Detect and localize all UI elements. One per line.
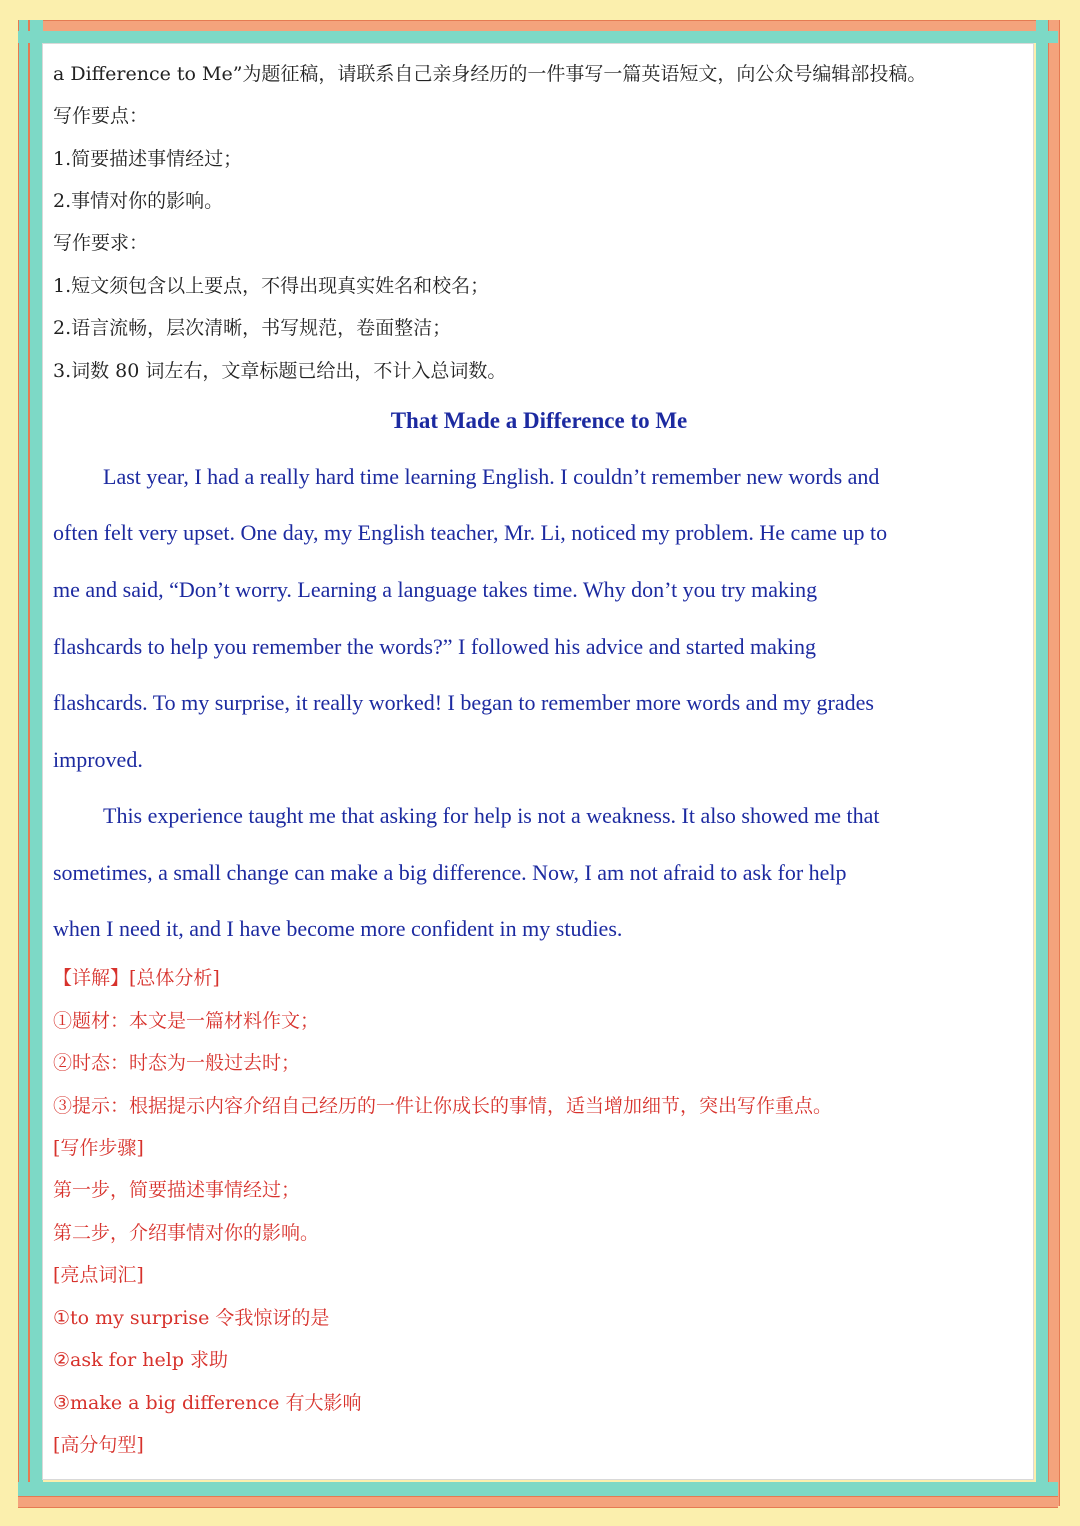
step-item: 第二步，介绍事情对你的影响。 xyxy=(53,1222,320,1244)
prompt-line: a Difference to Me”为题征稿，请联系自己亲身经历的一件事写一篇英语短文，向公众号编辑部投稿。 xyxy=(53,63,927,85)
essay-line: This experience taught me that asking for help is not a weakness. It also showed me that xyxy=(103,803,880,828)
essay-line: flashcards. To my surprise, it really worked! I began to remember more words and my grades xyxy=(53,690,874,715)
essay-line: me and said, “Don’t worry. Learning a language takes time. Why don’t you try making xyxy=(53,577,818,602)
frame-top-teal-band xyxy=(18,31,1058,43)
requirement-item: 1.短文须包含以上要点，不得出现真实姓名和校名； xyxy=(53,275,490,297)
requirements-label: 写作要求： xyxy=(53,232,149,254)
frame-left-line xyxy=(28,20,30,1506)
frame-right-teal-band xyxy=(1036,20,1048,1506)
essay-line: flashcards to help you remember the words?” I followed his advice and started making xyxy=(53,634,817,659)
steps-label: [写作步骤] xyxy=(53,1137,144,1159)
document-page xyxy=(42,43,1034,1480)
analysis-item: ③提示：根据提示内容介绍自己经历的一件让你成长的事情，适当增加细节，突出写作重点。 xyxy=(53,1095,833,1117)
vocab-item: ①to my surprise 令我惊讶的是 xyxy=(53,1307,330,1329)
requirement-item: 3.词数 80 词左右，文章标题已给出，不计入总词数。 xyxy=(53,360,507,382)
points-label: 写作要点： xyxy=(53,105,149,127)
point-item: 1.简要描述事情经过； xyxy=(53,148,243,170)
analysis-header: 【详解】[总体分析] xyxy=(53,967,220,989)
essay-line: when I need it, and I have become more confident in my studies. xyxy=(53,916,623,941)
requirement-item: 2.语言流畅，层次清晰，书写规范，卷面整洁； xyxy=(53,317,452,339)
essay-line: often felt very upset. One day, my English teacher, Mr. Li, noticed my problem. He came up to xyxy=(53,520,888,545)
analysis-item: ①题材：本文是一篇材料作文； xyxy=(53,1010,320,1032)
frame-right-orange-band xyxy=(1048,20,1060,1506)
frame-left-teal-band xyxy=(18,20,43,1506)
step-item: 第一步，简要描述事情经过； xyxy=(53,1179,301,1201)
analysis-item: ②时态：时态为一般过去时； xyxy=(53,1052,301,1074)
essay-line: improved. xyxy=(53,747,143,772)
point-item: 2.事情对你的影响。 xyxy=(53,190,224,212)
frame-bottom-teal-band xyxy=(18,1482,1058,1496)
frame-bottom-orange-band xyxy=(18,1496,1058,1508)
essay-title: That Made a Difference to Me xyxy=(390,408,688,433)
essay-line: sometimes, a small change can make a big difference. Now, I am not afraid to ask for help xyxy=(53,860,847,885)
vocab-label: [亮点词汇] xyxy=(53,1264,144,1286)
vocab-item: ③make a big difference 有大影响 xyxy=(53,1392,362,1414)
vocab-item: ②ask for help 求助 xyxy=(53,1349,229,1371)
essay-line: Last year, I had a really hard time learning English. I couldn’t remember new words and xyxy=(103,464,880,489)
sentence-label: [高分句型] xyxy=(53,1434,144,1456)
